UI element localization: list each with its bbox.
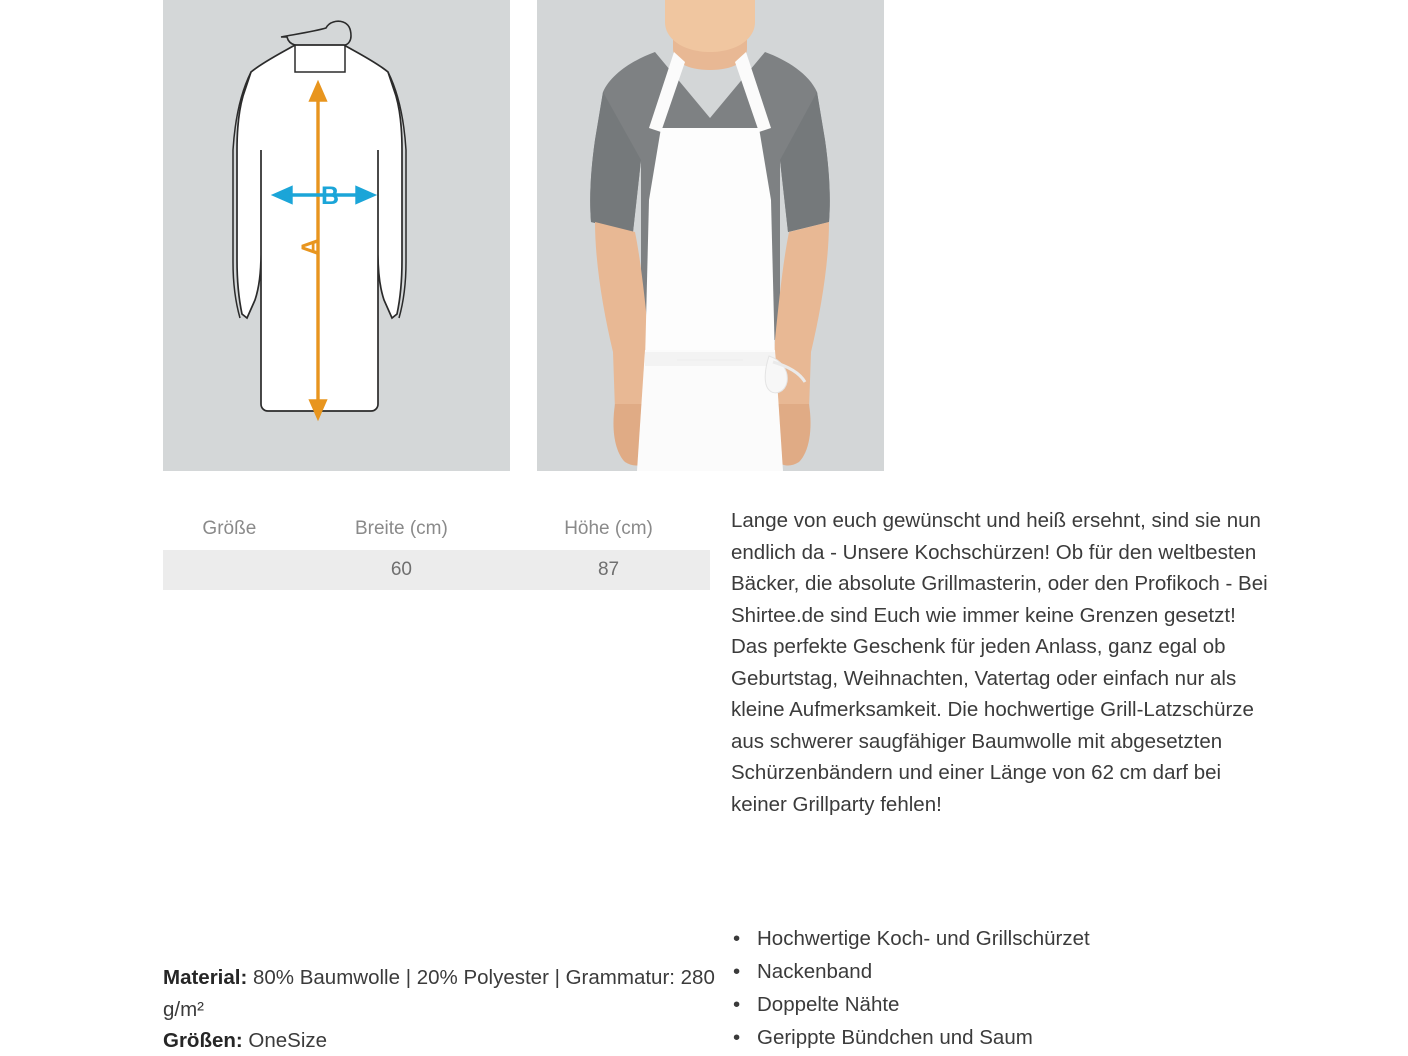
apron-measurement-diagram [163, 0, 510, 471]
list-item: • Hochwertige Koch- und Grillschürzet [731, 922, 1271, 955]
material-label: Material: [163, 966, 248, 989]
model-photo-illustration [537, 0, 884, 471]
size-chart-table [163, 508, 710, 590]
material-line [163, 962, 723, 1025]
table-header-size: Größe [163, 508, 296, 550]
label-height-a: A [297, 237, 325, 257]
description-paragraph: Lange von euch gewünscht und heiß ersehnt, sind sie nun endlich da - Unsere Kochschürzen! Ob für den weltbesten Bäcker, die absolute Grillmasterin, oder den Profikoch - Bei Shirtee.de sind Euch wie immer keine Grenzen gesetzt! Das perfekte Geschenk für jeden Anlass, ganz egal ob Geburtstag, Weihnachten, Vatertag oder einfach nur als kleine Aufmerksamkeit. Die hochwertige Grill-Latzschürze aus schwerer saugfähiger Baumwolle mit abgesetzten Schürzenbändern und einer Länge von 62 cm darf bei keiner Grillparty fehlen! [731, 509, 1268, 816]
list-item: • Gerippte Bündchen und Saum [731, 1021, 1271, 1054]
material-info [163, 962, 723, 1056]
material-value: 80% Baumwolle | 20% Polyester | Grammatur: 280 g/m² [163, 966, 715, 1021]
product-feature-list [731, 922, 1271, 1054]
apron-model-photo [537, 0, 884, 471]
table-header-width: Breite (cm) [296, 508, 507, 550]
table-header-height: Höhe (cm) [507, 508, 710, 550]
label-width-b: B [320, 182, 340, 210]
apron-technical-drawing-icon [163, 0, 510, 471]
list-item: • Doppelte Nähte [731, 988, 1271, 1021]
list-item: • Nackenband [731, 955, 1271, 988]
product-description [731, 505, 1271, 820]
sizes-line [163, 1025, 723, 1056]
cell-size [163, 550, 296, 590]
cell-width: 60 [296, 550, 507, 590]
sizes-label: Größen: [163, 1029, 243, 1052]
table-row [163, 550, 710, 590]
sizes-value: OneSize [242, 1029, 328, 1052]
table-header-row [163, 508, 710, 550]
product-images [163, 0, 884, 471]
cell-height: 87 [507, 550, 710, 590]
